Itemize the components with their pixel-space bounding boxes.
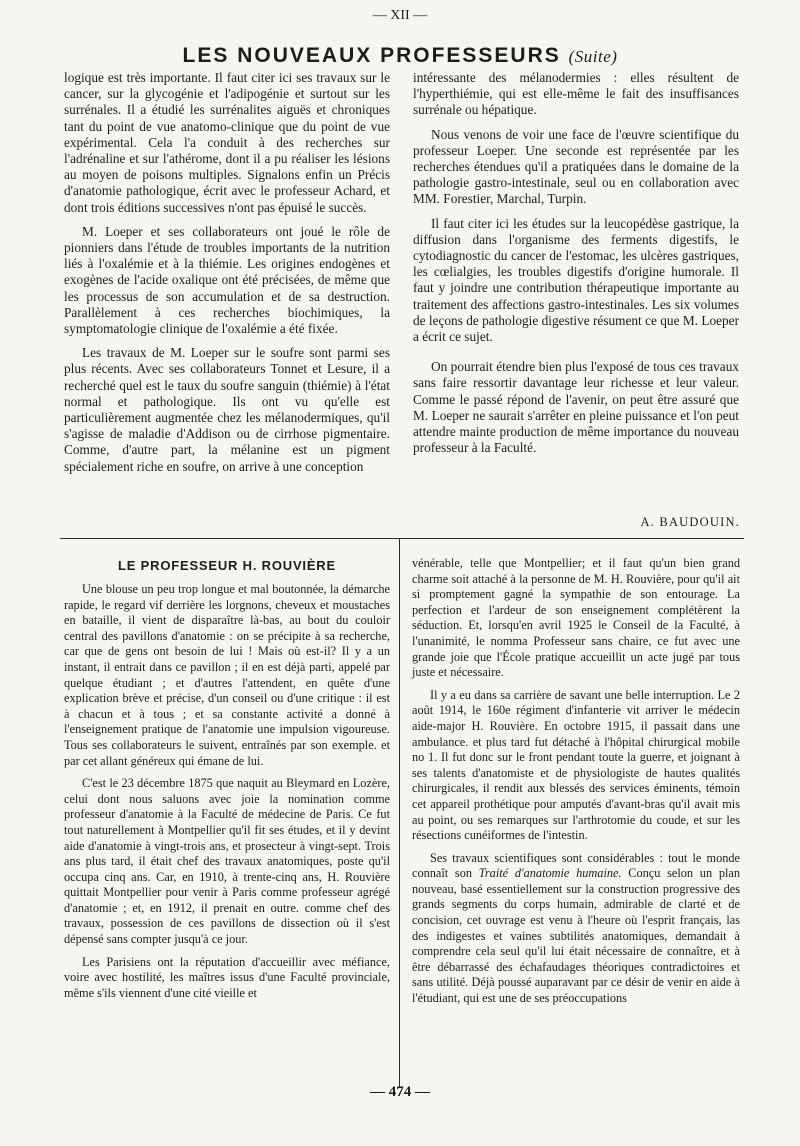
paragraph: Une blouse un peu trop longue et mal boutonnée, la démarche rapide, le regard vif derrière les lorgnons, cheveux et moustaches en bataille, il vient de disparaître là-bas, au bout du couloir central des pavillons d'anatomie : on se précipite à sa recherche, car que de gens ont besoin de lui ! Mais où est-il? Il y a un instant, il entrait dans ce pavillon ; il en est déjà parti, appelé par quelque étudiant ; et d'autres l'attendent, en quête d'une explication brève et précise, d'un conseil ou d'une critique : il est à chacun et à tous ; et sa constante activité a donné à l'enseignement pratique de l'anatomie une impulsion vigoureuse. Tous ses collaborateurs le suivent, entraînés par son exemple. et par cet allant généreux qui émane de lui.	[64, 582, 390, 768]
rouviere-column-2	[412, 556, 740, 1014]
paragraph: Nous venons de voir une face de l'œuvre scientifique du professeur Loeper. Une seconde est représentée par les recherches étendues qu'il a pratiquées dans le domaine de la pathologie gastro-intestinale, seul ou en collaboration avec MM. Forestier, Marchal, Turpin.	[413, 126, 739, 207]
loeper-column-1	[64, 70, 390, 483]
paragraph	[412, 851, 740, 1007]
paragraph: On pourrait étendre bien plus l'exposé de tous ces travaux sans faire ressortir davantage leur richesse et leur valeur. Comme le passé répond de l'avenir, on peut être assuré que M. Loeper ne saurait s'arrêter en pleine puissance et l'on peut attendre mainte production de même importance du nouveau professeur à la Faculté.	[413, 359, 739, 456]
paragraph: Les travaux de M. Loeper sur le soufre sont parmi ses plus récents. Avec ses collaborateurs Tonnet et Lesure, il a recherché quel est le taux du soufre sanguin (thiémie) à l'état normal et pathologique. Ils ont vu qu'elle est particulièrement augmentée chez les mélanodermiques, qu'il s'agisse de maladie d'Addison ou de cirrhose pigmentaire. Comme, d'autre part, la mélanine est un pigment spécialement riche en soufre, on arrive à une conception	[64, 345, 390, 474]
column-divider-vertical	[399, 538, 400, 1088]
book-title: Traité d'anatomie humaine.	[478, 866, 622, 881]
title-suite: (Suite)	[568, 47, 618, 66]
paragraph: Il y a eu dans sa carrière de savant une belle interruption. Le 2 août 1914, le 160e régiment d'infanterie vit arriver le médecin aide-major H. Rouvière. En octobre 1915, il passait dans une ambulance. et plus tard fut détaché à l'hôpital chirurgical mobile no 1. Il fut donc sur le front pendant toute la guerre, et joignant à ses talents d'anatomiste et de physiologiste de hautes qualités chirurgicales, il rendit aux blessés des services éminents, témoin cet appareil prothétique pour amputés d'avant-bras qu'il avait mis au point, ou ses remarques sur l'arthrotomie du coude, et sur les résections cunéiformes de l'intestin.	[412, 687, 740, 843]
loeper-column-2	[413, 70, 739, 464]
page-number: — 474 —	[370, 1084, 430, 1100]
author-signature: A. BAUDOUIN.	[640, 515, 740, 529]
rouviere-column-1	[64, 582, 390, 1008]
paragraph: Il faut citer ici les études sur la leucopédèse gastrique, la diffusion dans l'organisme des ferments digestifs, le cytodiagnostic du cancer de l'estomac, les ulcères gastriques, les cœlialgies, les troubles digestifs d'origine humorale. Il faut y joindre une contribution thérapeutique importante au traitement des affections gastro-intestinales. Les six volumes de leçons de pathologie digestive résument ce que M. Loeper a écrit ce sujet.	[413, 215, 739, 345]
text-run: Ses travaux scientifiques sont considérables : tout le monde connaît son	[412, 850, 740, 881]
paragraph: intéressante des mélanodermies : elles résultent de l'hyperthiémie, qui est elle-même le fait des insuffisances surrénale ou hépatique.	[413, 70, 739, 118]
paragraph: M. Loeper et ses collaborateurs ont joué le rôle de pionniers dans l'étude de troubles importants de la nutrition liés à l'oxalémie et à la thiémie. Les origines endogènes et exogènes de l'acide oxalique ont été précisées, de même que les processus de son accumulation et de sa destruction. Parallèlement à ces recherches biochimiques, la symptomatologie clinique de l'oxalémie a été fixée.	[64, 223, 390, 337]
paragraph: vénérable, telle que Montpellier; et il faut qu'un bien grand charme soit attaché à la personne de M. H. Rouvière, pour qu'il ait si promptement gagné la sympathie de son entourage. La perfection et l'ardeur de son enseignement complétèrent la séduction. Et, lorsqu'en avril 1925 le Conseil de la Faculté, à l'unanimité, le nomma Professeur sans chaire, ce fut avec une grande joie que l'École pratique accueillit un acte jugé par tous juste et nécessaire.	[412, 556, 740, 680]
paragraph: logique est très importante. Il faut citer ici ses travaux sur le cancer, sur la glycogénie et l'adipogénie et surtout sur les surrénales. Il a étudié les surrénalites aiguës et chroniques tant du point de vue anatomo-clinique que du point de vue expérimental. Cela l'a conduit à des recherches sur l'adrénaline et sur l'athérome, dont il a pu réaliser les lésions au moyen de poisons multiples. Signalons enfin un Précis d'anatomie pathologique, écrit avec le professeur Achard, et dont trois éditions successives n'ont pas épuisé le succès.	[64, 70, 390, 215]
section-divider-horizontal	[60, 538, 744, 539]
page-title	[0, 44, 800, 68]
title-main: LES NOUVEAUX PROFESSEURS	[182, 44, 561, 67]
paragraph: Les Parisiens ont la réputation d'accueillir avec méfiance, voire avec hostilité, les maîtres issus d'une Faculté provinciale, même s'ils viennent d'une cité vieille et	[64, 954, 390, 1000]
page-number-roman: — XII —	[372, 8, 428, 23]
paragraph: C'est le 23 décembre 1875 que naquit au Bleymard en Lozère, celui dont nous saluons avec joie la nomination comme professeur d'anatomie à la Faculté de médecine de Paris. Ce fut tout naturellement à Montpellier qu'il fit ses études, et il y devint aide d'anatomie à vingt-trois ans, et prosecteur à vingt-sept. Trois ans plus tard, il était chef des travaux anatomiques, poste qu'il occupa cinq ans. Car, en 1910, à trente-cinq ans, H. Rouvière quittait Montpellier pour venir à Paris comme professeur agrégé d'anatomie ; et, en 1912, il prenait en outre. comme chef des travaux, possession de ces pavillons de dissection où il s'est dépensé sans compter jusqu'à ce jour.	[64, 776, 390, 947]
section-heading: LE PROFESSEUR H. ROUVIÈRE	[118, 558, 336, 573]
text-run: Conçu selon un plan nouveau, basé essentiellement sur la construction progressive des grands segments du corps humain, admirable de clarté et de concision, cet ouvrage est venu à l'heure où l'esprit français, las des indigestes et vaines subtilités anatomiques, demandait à comprendre cela seul qu'il lui était nécessaire de connaître, et à être débarrassé des échafaudages théoriques contradictoires et sans utilité. Déjà poussé auparavant par ce désir de venir en aide à l'étudiant, qui est une de ses préoccupations	[412, 866, 740, 1006]
